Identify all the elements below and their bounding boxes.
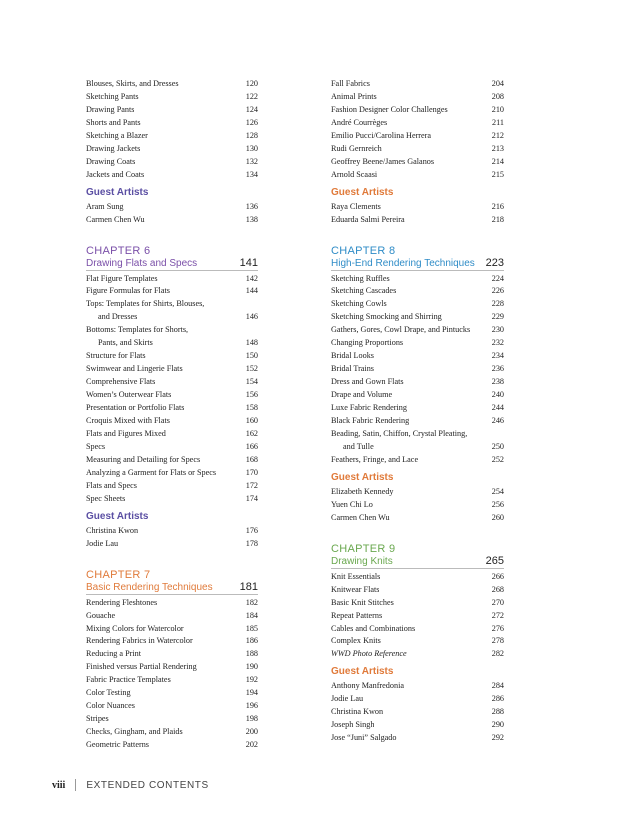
entry-page: 170 xyxy=(245,467,258,477)
entry-title: Figure Formulas for Flats xyxy=(86,286,170,296)
entry-page: 272 xyxy=(491,610,504,620)
entry-page: 190 xyxy=(245,662,258,672)
toc-entry[interactable] xyxy=(86,525,258,538)
toc-entry[interactable] xyxy=(331,117,504,130)
entry-title: Finished versus Partial Rendering xyxy=(86,662,197,672)
entry-page: 186 xyxy=(245,636,258,646)
toc-entry[interactable] xyxy=(86,214,258,227)
entry-page: 188 xyxy=(245,649,258,659)
chapter-title: High-End Rendering Techniques xyxy=(331,257,475,269)
entry-page: 215 xyxy=(491,169,504,179)
toc-entry[interactable] xyxy=(86,713,258,726)
entry-title: Knitwear Flats xyxy=(331,584,380,594)
toc-entry-continued[interactable] xyxy=(86,337,258,350)
chapter-page: 181 xyxy=(239,580,258,593)
entry-title: Mixing Colors for Watercolor xyxy=(86,623,184,633)
toc-entry[interactable] xyxy=(331,156,504,169)
toc-entry[interactable] xyxy=(331,337,504,350)
entry-page: 224 xyxy=(491,273,504,283)
entry-title: Black Fabric Rendering xyxy=(331,416,410,426)
entry-title: Drawing Coats xyxy=(86,156,136,166)
toc-entry[interactable] xyxy=(331,402,504,415)
toc-entry[interactable] xyxy=(86,350,258,363)
entry-title: and Tulle xyxy=(343,441,374,451)
entry-page: 192 xyxy=(245,675,258,685)
entry-title: Measuring and Detailing for Specs xyxy=(86,454,201,464)
entry-title: Feathers, Fringe, and Lace xyxy=(331,454,419,464)
toc-entry[interactable] xyxy=(86,273,258,286)
toc-entry[interactable] xyxy=(86,726,258,739)
toc-entry[interactable] xyxy=(331,454,504,467)
toc-entry[interactable] xyxy=(86,201,258,214)
footer-divider xyxy=(75,779,76,791)
toc-right-column xyxy=(331,78,504,745)
entry-page: 218 xyxy=(491,214,504,224)
entry-title: Jodie Lau xyxy=(331,694,364,704)
entry-title: Cables and Combinations xyxy=(331,623,416,633)
toc-entry[interactable] xyxy=(331,486,504,499)
entry-page: 229 xyxy=(491,312,504,322)
entry-page: 138 xyxy=(245,214,258,224)
toc-entry[interactable] xyxy=(86,324,258,337)
toc-entry[interactable] xyxy=(86,597,258,610)
guest-artists-heading: Guest Artists xyxy=(86,510,149,522)
entry-title: Changing Proportions xyxy=(331,338,404,348)
entry-title: Complex Knits xyxy=(331,636,381,646)
toc-entry[interactable] xyxy=(86,78,258,91)
entry-page: 212 xyxy=(491,130,504,140)
entry-title: Tops: Templates for Shirts, Blouses, xyxy=(86,299,205,309)
entry-page: 210 xyxy=(491,104,504,114)
toc-entry[interactable] xyxy=(331,376,504,389)
entry-title: Carmen Chen Wu xyxy=(86,214,145,224)
entry-page: 252 xyxy=(491,454,504,464)
entry-title: Fabric Practice Templates xyxy=(86,675,171,685)
entry-title: Sketching Pants xyxy=(86,91,139,101)
entry-title: Animal Prints xyxy=(331,91,377,101)
entry-title: Aram Sung xyxy=(86,201,124,211)
entry-page: 172 xyxy=(245,480,258,490)
entry-page: 204 xyxy=(491,79,504,88)
entry-page: 160 xyxy=(245,416,258,426)
chapter-6-section xyxy=(86,245,258,551)
toc-left-column xyxy=(86,78,258,752)
entry-page: 240 xyxy=(491,390,504,400)
guest-artists-heading: Guest Artists xyxy=(331,471,394,483)
entry-page: 124 xyxy=(245,104,258,114)
entry-page: 286 xyxy=(491,694,504,704)
entry-title: André Courrèges xyxy=(331,117,388,127)
entry-page: 194 xyxy=(245,688,258,698)
entry-title: Geoffrey Beene/James Galanos xyxy=(331,156,435,166)
entry-page: 290 xyxy=(491,720,504,730)
toc-entry[interactable] xyxy=(331,610,504,623)
entry-page: 213 xyxy=(491,143,504,153)
entry-page: 126 xyxy=(245,117,258,127)
entry-title: WWD Photo Reference xyxy=(331,649,407,659)
entry-title: Basic Knit Stitches xyxy=(331,597,394,607)
entry-page: 162 xyxy=(245,428,258,438)
entry-page: 178 xyxy=(245,538,258,548)
entry-title: and Dresses xyxy=(98,312,138,322)
entry-page: 246 xyxy=(491,416,504,426)
entry-page: 142 xyxy=(245,273,258,283)
chapter-number: CHAPTER 8 xyxy=(331,244,396,257)
entry-title: Sketching Cascades xyxy=(331,286,397,296)
entry-page: 168 xyxy=(245,454,258,464)
entry-title: Color Nuances xyxy=(86,701,135,711)
entry-title: Rudi Gernreich xyxy=(331,143,382,153)
toc-entry[interactable] xyxy=(331,597,504,610)
toc-entry[interactable] xyxy=(86,623,258,636)
toc-entry[interactable] xyxy=(86,363,258,376)
entry-title: Geometric Patterns xyxy=(86,740,149,750)
toc-entry[interactable] xyxy=(86,169,258,182)
chapter-title-row[interactable] xyxy=(86,257,258,271)
guest-artists-heading: Guest Artists xyxy=(86,186,149,198)
toc-entry[interactable] xyxy=(331,298,504,311)
entry-title: Repeat Patterns xyxy=(331,610,383,620)
toc-entry[interactable] xyxy=(331,706,504,719)
toc-entry[interactable] xyxy=(86,285,258,298)
entry-page: 196 xyxy=(245,701,258,711)
entry-page: 268 xyxy=(491,584,504,594)
toc-entry[interactable] xyxy=(331,104,504,117)
entry-page: 278 xyxy=(491,636,504,646)
entry-page: 184 xyxy=(245,610,258,620)
chapter-number: CHAPTER 9 xyxy=(331,542,396,555)
entry-title: Comprehensive Flats xyxy=(86,377,156,387)
entry-title: Color Testing xyxy=(86,688,131,698)
entry-title: Drawing Jackets xyxy=(86,143,141,153)
entry-page: 282 xyxy=(491,649,504,659)
toc-entry[interactable] xyxy=(86,493,258,506)
toc-entry[interactable] xyxy=(86,635,258,648)
toc-entry[interactable] xyxy=(331,143,504,156)
chapter-title-row[interactable] xyxy=(331,555,504,569)
entry-page: 292 xyxy=(491,733,504,743)
entry-page: 158 xyxy=(245,403,258,413)
entry-title: Eduarda Salmi Pereira xyxy=(331,214,405,224)
entry-title: Drawing Pants xyxy=(86,104,135,114)
entry-page: 156 xyxy=(245,390,258,400)
entry-title: Gouache xyxy=(86,610,116,620)
entry-page: 288 xyxy=(491,707,504,717)
toc-entry[interactable] xyxy=(86,674,258,687)
chapter-9-section xyxy=(331,543,504,745)
entry-title: Croquis Mixed with Flats xyxy=(86,416,170,426)
entry-page: 230 xyxy=(491,325,504,335)
entry-title: Women’s Outerwear Flats xyxy=(86,390,172,400)
entry-title: Jackets and Coats xyxy=(86,169,145,179)
entry-title: Knit Essentials xyxy=(331,571,381,581)
toc-entry[interactable] xyxy=(86,402,258,415)
chapter-title: Basic Rendering Techniques xyxy=(86,581,213,593)
entry-title: Checks, Gingham, and Plaids xyxy=(86,727,183,737)
chapter-8-section xyxy=(331,245,504,525)
entry-page: 136 xyxy=(245,201,258,211)
chapter-page: 265 xyxy=(485,554,504,567)
entry-page: 128 xyxy=(245,130,258,140)
toc-entry[interactable] xyxy=(86,441,258,454)
entry-title: Dress and Gown Flats xyxy=(331,377,404,387)
toc-entry[interactable] xyxy=(86,661,258,674)
toc-entry[interactable] xyxy=(331,571,504,584)
entry-title: Flat Figure Templates xyxy=(86,273,158,283)
toc-entry-continued[interactable] xyxy=(86,311,258,324)
toc-entry[interactable] xyxy=(86,298,258,311)
entry-page: 214 xyxy=(491,156,504,166)
toc-entry[interactable] xyxy=(331,693,504,706)
toc-entry[interactable] xyxy=(86,687,258,700)
toc-entry[interactable] xyxy=(331,130,504,143)
entry-title: Arnold Scaasi xyxy=(331,169,378,179)
toc-entry[interactable] xyxy=(86,610,258,623)
toc-entry[interactable] xyxy=(331,78,504,91)
guest-artists-heading: Guest Artists xyxy=(331,186,394,198)
entry-page: 266 xyxy=(491,571,504,581)
entry-page: 250 xyxy=(491,441,504,451)
entry-page: 185 xyxy=(245,623,258,633)
chapter-title: Drawing Flats and Specs xyxy=(86,257,198,269)
chapter-page: 141 xyxy=(239,256,258,269)
entry-title: Fashion Designer Color Challenges xyxy=(331,104,448,114)
entry-page: 270 xyxy=(491,597,504,607)
toc-entry[interactable] xyxy=(86,117,258,130)
toc-entry[interactable] xyxy=(331,273,504,286)
entry-title: Presentation or Portfolio Flats xyxy=(86,403,185,413)
running-head: EXTENDED CONTENTS xyxy=(86,779,209,791)
entry-title: Drape and Volume xyxy=(331,390,393,400)
entry-title: Stripes xyxy=(86,714,109,724)
entry-page: 238 xyxy=(491,377,504,387)
entry-title: Analyzing a Garment for Flats or Specs xyxy=(86,467,217,477)
toc-entry[interactable] xyxy=(331,201,504,214)
entry-page: 234 xyxy=(491,351,504,361)
entry-title: Yuen Chi Lo xyxy=(331,499,373,509)
entry-title: Flats and Specs xyxy=(86,480,137,490)
toc-entry[interactable] xyxy=(331,512,504,525)
toc-entry[interactable] xyxy=(86,91,258,104)
entry-title: Shorts and Pants xyxy=(86,117,141,127)
toc-entry[interactable] xyxy=(331,285,504,298)
entry-title: Specs xyxy=(86,441,106,451)
entry-title: Spec Sheets xyxy=(86,493,126,503)
toc-entry[interactable] xyxy=(86,143,258,156)
toc-entry[interactable] xyxy=(86,739,258,752)
toc-entry[interactable] xyxy=(331,363,504,376)
toc-entry[interactable] xyxy=(86,130,258,143)
entry-page: 254 xyxy=(491,486,504,496)
entry-page: 236 xyxy=(491,364,504,374)
page-folio: viii xyxy=(52,779,66,791)
entry-page: 216 xyxy=(491,201,504,211)
entry-page: 256 xyxy=(491,499,504,509)
entry-page: 198 xyxy=(245,714,258,724)
entry-title: Swimwear and Lingerie Flats xyxy=(86,364,183,374)
entry-title: Flats and Figures Mixed xyxy=(86,428,166,438)
entry-title: Beading, Satin, Chiffon, Crystal Pleating, xyxy=(331,428,468,438)
entry-page: 130 xyxy=(245,143,258,153)
toc-entry[interactable] xyxy=(331,584,504,597)
toc-entry[interactable] xyxy=(331,680,504,693)
toc-entry[interactable] xyxy=(331,732,504,745)
entry-page: 122 xyxy=(245,91,258,101)
guest-artists-heading: Guest Artists xyxy=(331,666,394,678)
entry-title: Pants, and Skirts xyxy=(98,338,153,348)
toc-entry[interactable] xyxy=(86,376,258,389)
entry-title: Gathers, Gores, Cowl Drape, and Pintucks xyxy=(331,325,471,335)
entry-title: Sketching a Blazer xyxy=(86,130,148,140)
entry-page: 211 xyxy=(492,117,504,127)
toc-entry[interactable] xyxy=(86,156,258,169)
toc-entry[interactable] xyxy=(331,389,504,402)
entry-page: 228 xyxy=(491,299,504,309)
entry-page: 276 xyxy=(491,623,504,633)
chapter-number: CHAPTER 6 xyxy=(86,244,151,257)
toc-entry[interactable] xyxy=(86,700,258,713)
entry-page: 226 xyxy=(491,286,504,296)
entry-page: 134 xyxy=(245,169,258,179)
toc-entry-continued[interactable] xyxy=(331,441,504,454)
entry-title: Sketching Cowls xyxy=(331,299,387,309)
entry-page: 260 xyxy=(491,512,504,522)
entry-page: 166 xyxy=(245,441,258,451)
toc-entry[interactable] xyxy=(331,311,504,324)
entry-page: 120 xyxy=(245,79,258,88)
entry-title: Bridal Looks xyxy=(331,351,374,361)
toc-entry[interactable] xyxy=(331,169,504,182)
entry-page: 208 xyxy=(491,91,504,101)
entry-page: 284 xyxy=(491,681,504,691)
toc-entry[interactable] xyxy=(86,104,258,117)
chapter-title: Drawing Knits xyxy=(331,555,393,567)
entry-page: 182 xyxy=(245,597,258,607)
chapter-title-row[interactable] xyxy=(331,257,504,271)
entry-title: Luxe Fabric Rendering xyxy=(331,403,407,413)
entry-page: 148 xyxy=(245,338,258,348)
toc-entry[interactable] xyxy=(86,454,258,467)
toc-entry[interactable] xyxy=(331,499,504,512)
page-footer xyxy=(52,779,209,791)
toc-entry[interactable] xyxy=(331,350,504,363)
entry-title: Raya Clements xyxy=(331,201,381,211)
entry-title: Elizabeth Kennedy xyxy=(331,486,394,496)
entry-title: Emilio Pucci/Carolina Herrera xyxy=(331,130,432,140)
entry-page: 154 xyxy=(245,377,258,387)
entry-title: Christina Kwon xyxy=(86,525,139,535)
toc-entry[interactable] xyxy=(331,719,504,732)
toc-entry[interactable] xyxy=(86,648,258,661)
entry-page: 144 xyxy=(245,286,258,296)
toc-entry[interactable] xyxy=(86,538,258,551)
entry-title: Jose “Juni” Salgado xyxy=(331,733,397,743)
entry-title: Sketching Smocking and Shirring xyxy=(331,312,442,322)
entry-title: Jodie Lau xyxy=(86,538,119,548)
chapter-title-row[interactable] xyxy=(86,581,258,595)
entry-page: 232 xyxy=(491,338,504,348)
entry-title: Anthony Manfredonia xyxy=(331,681,404,691)
entry-page: 150 xyxy=(245,351,258,361)
entry-title: Fall Fabrics xyxy=(331,79,370,88)
entry-title: Blouses, Skirts, and Dresses xyxy=(86,79,179,88)
entry-title: Sketching Ruffles xyxy=(331,273,390,283)
entry-title: Christina Kwon xyxy=(331,707,384,717)
toc-entry[interactable] xyxy=(86,428,258,441)
entry-page: 200 xyxy=(245,727,258,737)
toc-entry[interactable] xyxy=(86,415,258,428)
entry-title: Joseph Singh xyxy=(331,720,375,730)
toc-entry[interactable] xyxy=(331,91,504,104)
entry-title: Carmen Chen Wu xyxy=(331,512,390,522)
toc-entry[interactable] xyxy=(331,415,504,428)
entry-page: 176 xyxy=(245,525,258,535)
entry-page: 244 xyxy=(491,403,504,413)
entry-title: Structure for Flats xyxy=(86,351,146,361)
entry-page: 146 xyxy=(245,312,258,322)
toc-entry[interactable] xyxy=(331,214,504,227)
toc-entry[interactable] xyxy=(331,635,504,648)
chapter-number: CHAPTER 7 xyxy=(86,568,151,581)
entry-page: 152 xyxy=(245,364,258,374)
toc-entry[interactable] xyxy=(331,428,504,441)
entry-title: Reducing a Print xyxy=(86,649,142,659)
chapter-page: 223 xyxy=(485,256,504,269)
entry-page: 174 xyxy=(245,493,258,503)
entry-page: 132 xyxy=(245,156,258,166)
entry-title: Rendering Fleshtones xyxy=(86,597,158,607)
toc-list-left-intro xyxy=(86,78,258,182)
entry-page: 202 xyxy=(245,740,258,750)
toc-entry[interactable] xyxy=(86,389,258,402)
entry-title: Bridal Trains xyxy=(331,364,374,374)
toc-entry[interactable] xyxy=(331,324,504,337)
toc-entry[interactable] xyxy=(86,480,258,493)
chapter-7-section xyxy=(86,569,258,752)
toc-entry[interactable] xyxy=(331,623,504,636)
entry-title: Rendering Fabrics in Watercolor xyxy=(86,636,193,646)
toc-entry[interactable] xyxy=(86,467,258,480)
entry-title: Bottoms: Templates for Shorts, xyxy=(86,325,189,335)
toc-entry[interactable] xyxy=(331,648,504,661)
